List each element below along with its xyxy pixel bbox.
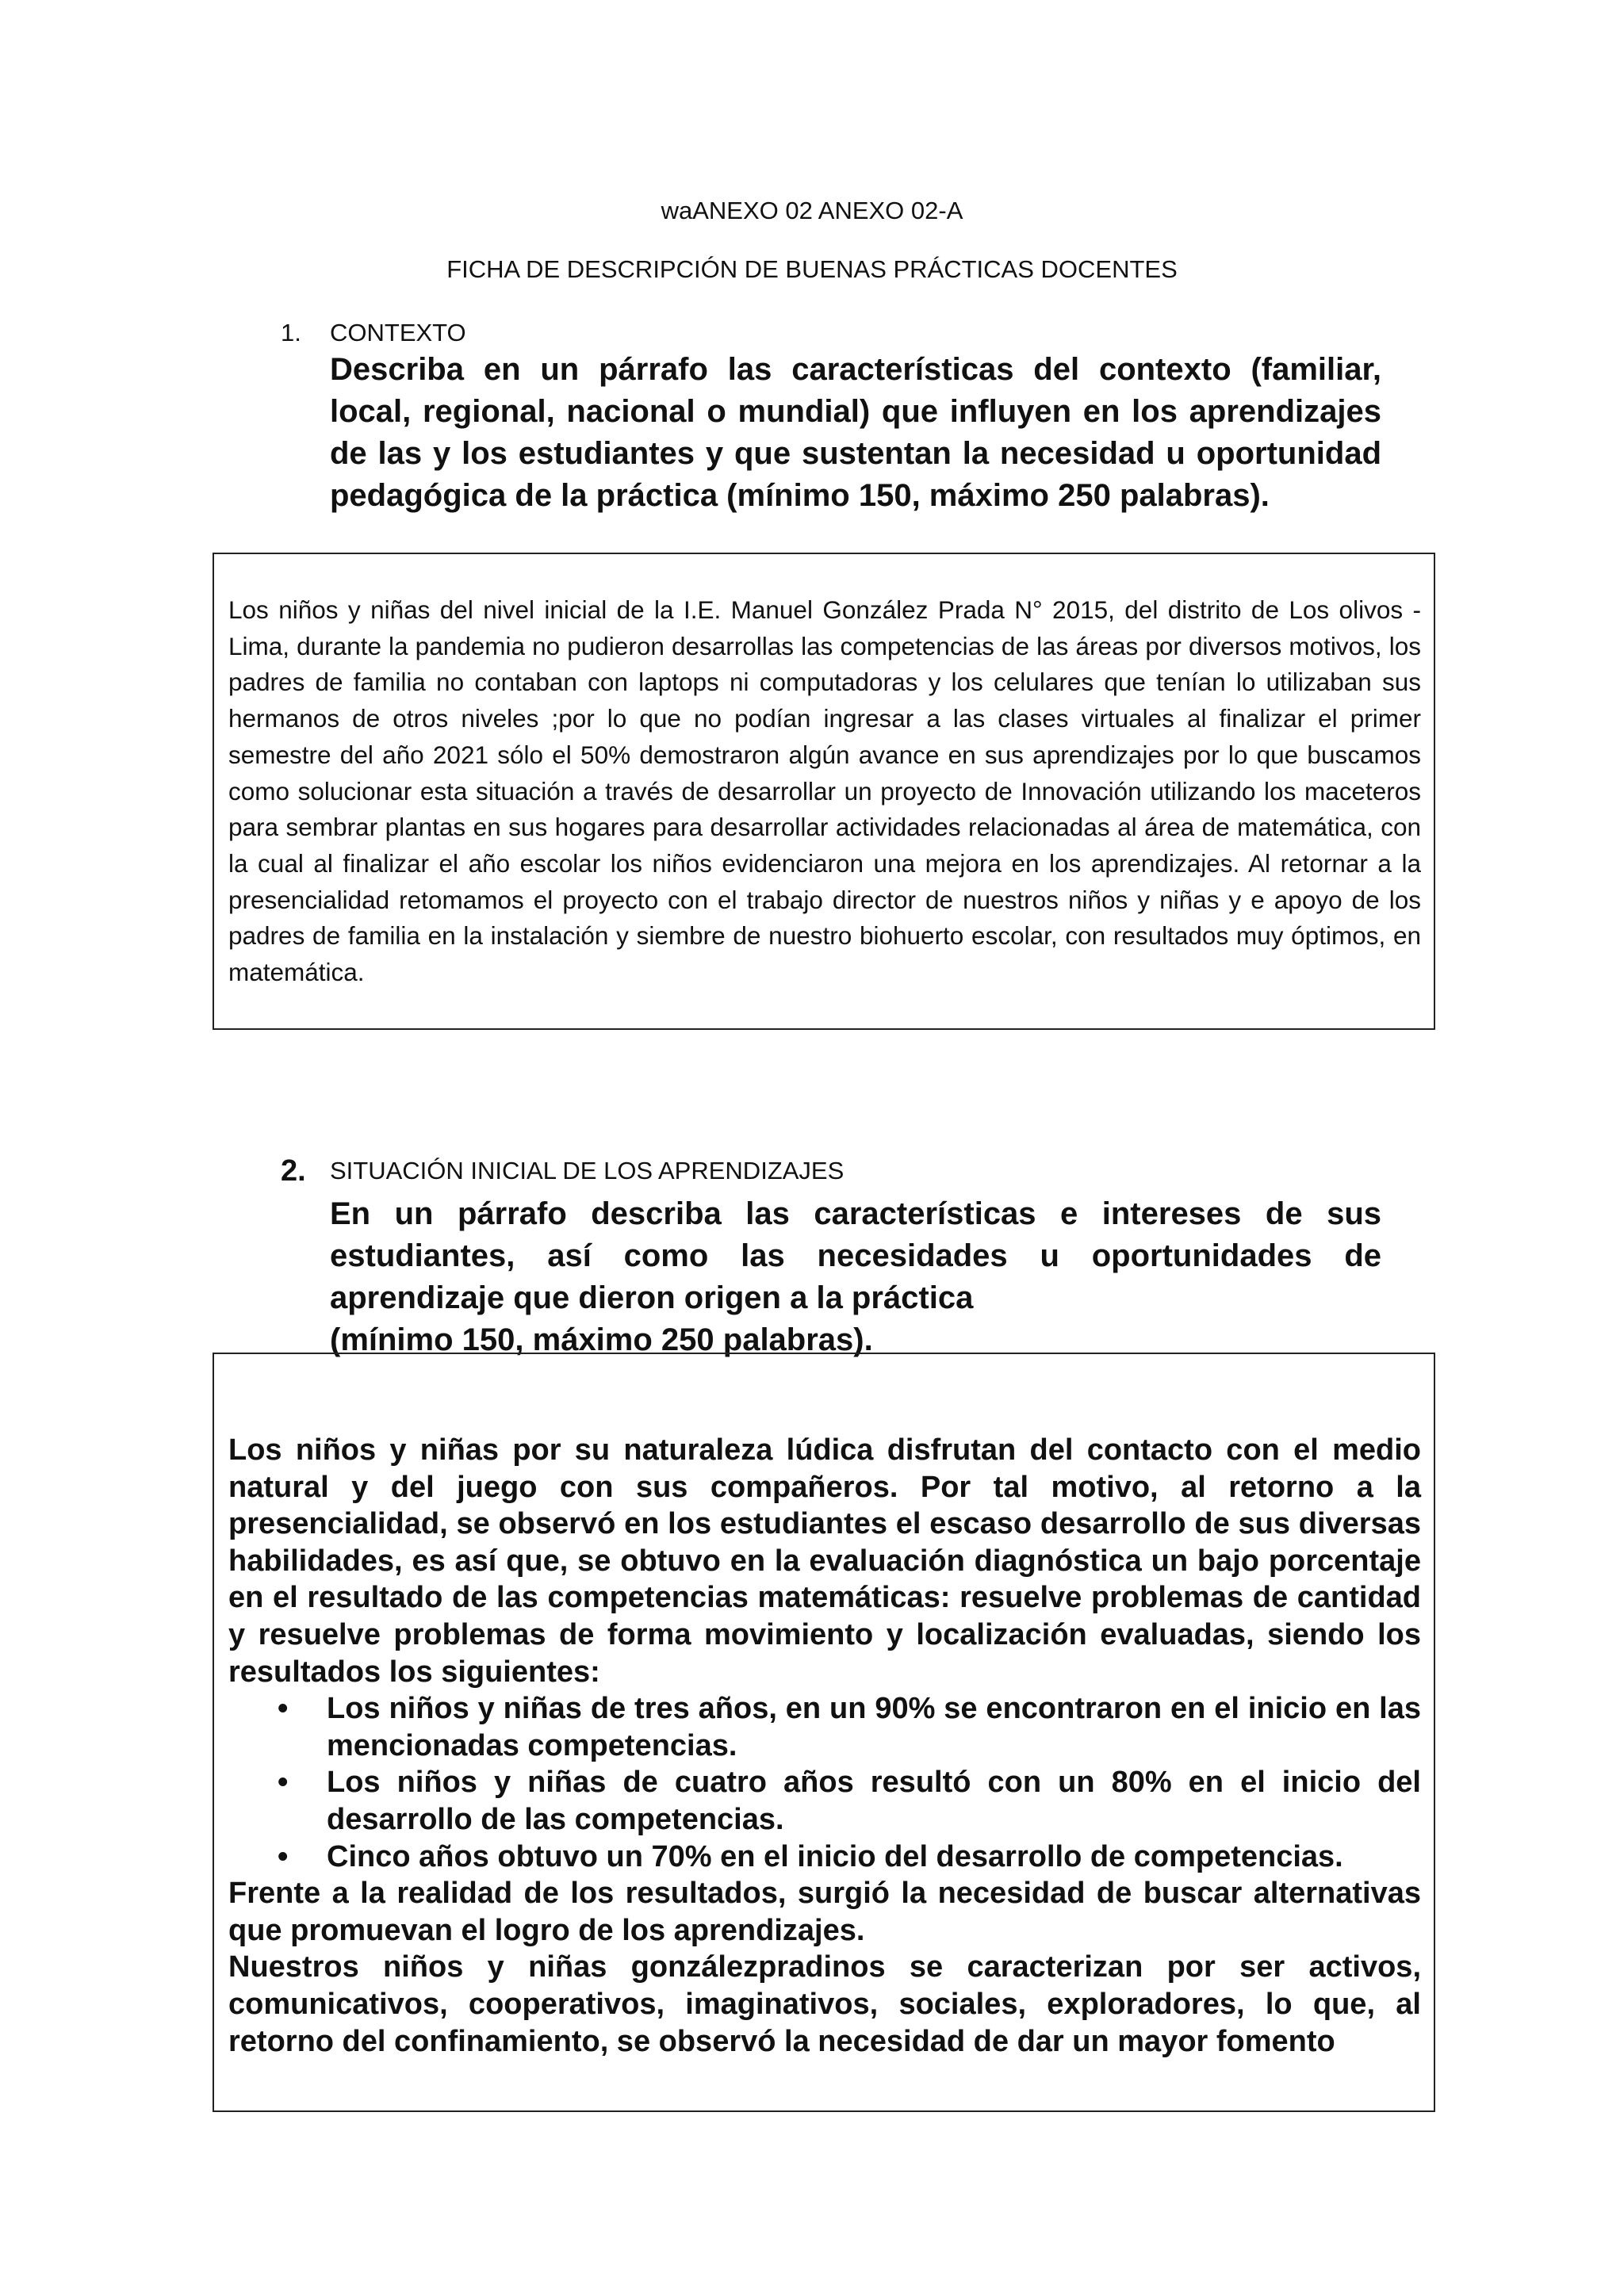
section-1-answer-box (213, 553, 1435, 1030)
section-2-answer-intro: Los niños y niñas por su naturaleza lúdica disfrutan del contacto con el medio natural y del juego con sus compañeros. Por tal motivo, al retorno a la presencialidad, se observó en los estudiantes el escaso desarrollo de sus diversas habilidades, es así que, se obtuvo en la evaluación diagnóstica un bajo porcentaje en el resultado de las competencias matemáticas: resuelve problemas de cantidad y resuelve problemas de forma movimiento y localización evaluadas, siendo los resultados los siguientes: (228, 1433, 1421, 1689)
section-1-prompt: Describa en un párrafo las características del contexto (familiar, local, regional, nacional o mundial) que influyen en los aprendizajes de las y los estudiantes y que sustentan la necesidad u oportunidad pedagógica de la práctica (mínimo 150, máximo 250 palabras). (330, 352, 1381, 513)
section-2-heading (281, 1154, 845, 1188)
results-list-item-text: Cinco años obtuvo un 70% en el inicio del desarrollo de competencias. (327, 1839, 1343, 1873)
section-2-title: SITUACIÓN INICIAL DE LOS APRENDIZAJES (330, 1157, 845, 1184)
section-2-answer-paragraph-3: Nuestros niños y niñas gonzálezpradinos se caracterizan por ser activos, comunicativos, cooperativos, imaginativos, sociales, exploradores, lo que, al retorno del confinamiento, se observó la necesidad de dar un mayor fomento (228, 1950, 1421, 2058)
results-list-item-text: Los niños y niñas de tres años, en un 90% se encontraron en el inicio en las mencionadas competencias. (327, 1692, 1421, 1762)
annex-title: waANEXO 02 ANEXO 02-A (661, 197, 963, 224)
section-1-number: 1. (281, 319, 301, 346)
results-list-item (228, 1764, 1421, 1838)
section-1-answer-text: Los niños y niñas del nivel inicial de la I.E. Manuel González Prada N° 2015, del distrito de Los olivos - Lima, durante la pandemia no pudieron desarrollas las competencias de las áreas por diversos motivos, los padres de familia no contaban con laptops ni computadoras y los celulares que tenían lo utilizaban sus hermanos de otros niveles ;por lo que no podían ingresar a las clases virtuales al finalizar el primer semestre del año 2021 sólo el 50% demostraron algún avance en sus aprendizajes por lo que buscamos como solucionar esta situación a través de desarrollar un proyecto de Innovación utilizando los maceteros para sembrar plantas en sus hogares para desarrollar actividades relacionadas al área de matemática, con la cual al finalizar el año escolar los niños evidenciaron una mejora en los aprendizajes. Al retornar a la presencialidad retomamos el proyecto con el trabajo director de nuestros niños y niñas y e apoyo de los padres de familia en la instalación y siembre de nuestro biohuerto escolar, con resultados muy óptimos, en matemática. (228, 595, 1421, 987)
form-title: FICHA DE DESCRIPCIÓN DE BUENAS PRÁCTICAS DOCENTES (446, 255, 1178, 283)
section-2-prompt-word-limit: (mínimo 150, máximo 250 palabras). (330, 1322, 873, 1357)
section-2-answer-box (213, 1353, 1435, 2112)
section-2-prompt (330, 1193, 1381, 1361)
results-list-item-text: Los niños y niñas de cuatro años resultó con un 80% en el inicio del desarrollo de las competencias. (327, 1766, 1421, 1836)
section-1-heading (281, 319, 466, 347)
section-1-title: CONTEXTO (330, 319, 466, 346)
section-2-answer-content (228, 1432, 1421, 2060)
results-list-item (228, 1690, 1421, 1764)
section-2-answer-paragraph-2: Frente a la realidad de los resultados, surgió la necesidad de buscar alternativas que promuevan el logro de los aprendizajes. (228, 1877, 1421, 1947)
results-list (228, 1690, 1421, 1875)
results-list-item (228, 1839, 1421, 1876)
section-2-prompt-text: En un párrafo describa las características e intereses de sus estudiantes, así como las necesidades u oportunidades de aprendizaje que dieron origen a la práctica (330, 1196, 1381, 1315)
section-2-number: 2. (281, 1154, 306, 1188)
bullet-icon: • (278, 1766, 289, 1800)
bullet-icon: • (278, 1839, 289, 1873)
bullet-icon: • (278, 1692, 289, 1726)
